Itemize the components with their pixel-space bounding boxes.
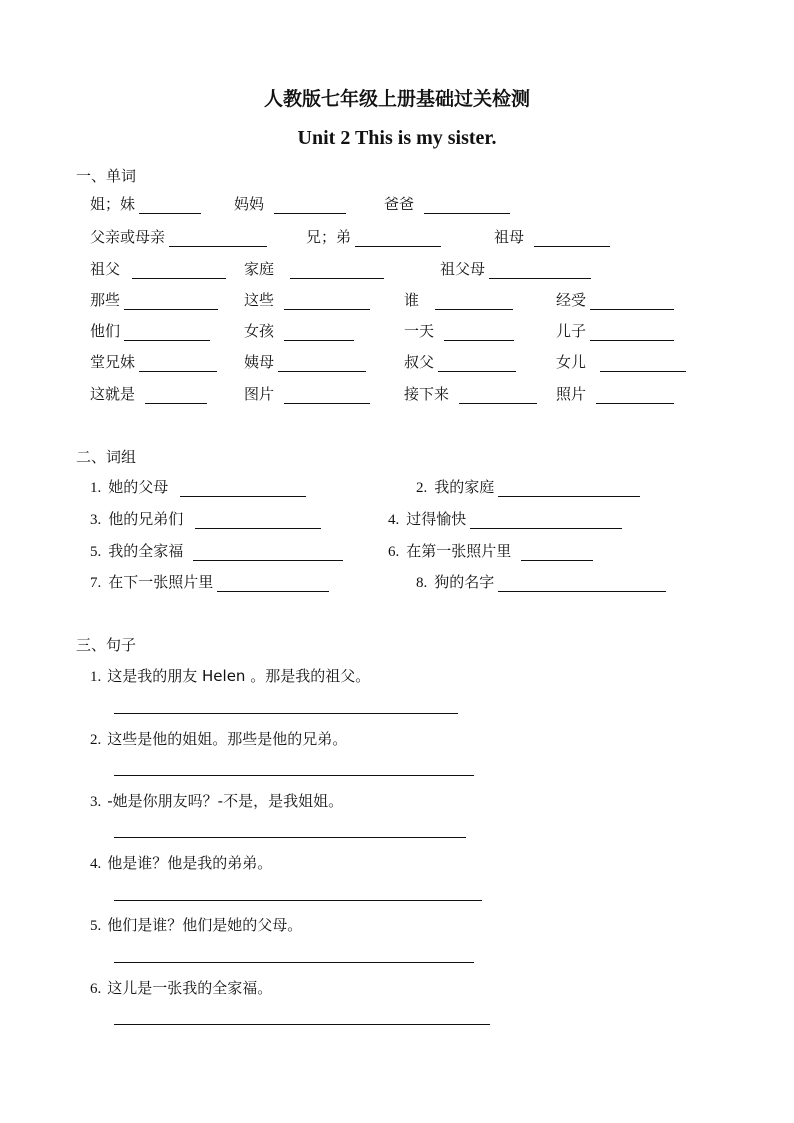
phrase-item[interactable] bbox=[388, 541, 593, 561]
word-label: 接下来 bbox=[404, 385, 450, 403]
sentence-label: 这是我的朋友 Helen 。那是我的祖父。 bbox=[107, 667, 371, 685]
answer-blank[interactable] bbox=[169, 230, 267, 247]
answer-blank[interactable] bbox=[534, 230, 610, 247]
word-item[interactable] bbox=[384, 194, 510, 214]
sentence-prompt bbox=[90, 852, 272, 873]
phrase-label: 我的家庭 bbox=[434, 478, 495, 496]
answer-blank[interactable] bbox=[355, 230, 441, 247]
answer-line[interactable] bbox=[114, 1024, 490, 1025]
item-number: 5. bbox=[90, 544, 102, 560]
item-number: 4. bbox=[90, 856, 102, 872]
word-item[interactable] bbox=[494, 227, 610, 247]
sentence-label: 这儿是一张我的全家福。 bbox=[107, 979, 273, 997]
phrase-item[interactable] bbox=[90, 477, 306, 497]
answer-line[interactable] bbox=[114, 962, 474, 963]
answer-blank[interactable] bbox=[180, 480, 306, 497]
answer-blank[interactable] bbox=[290, 262, 384, 279]
answer-blank[interactable] bbox=[498, 575, 666, 592]
item-number: 3. bbox=[90, 512, 102, 528]
answer-blank[interactable] bbox=[278, 355, 366, 372]
answer-blank[interactable] bbox=[274, 197, 346, 214]
sentence-label: -她是你朋友吗？-不是，是我姐姐。 bbox=[107, 792, 344, 810]
sentence-prompt bbox=[90, 665, 370, 686]
item-number: 1. bbox=[90, 669, 102, 685]
word-label: 爸爸 bbox=[384, 195, 415, 213]
answer-blank[interactable] bbox=[139, 197, 201, 214]
answer-blank[interactable] bbox=[193, 544, 343, 561]
word-label: 谁 bbox=[404, 291, 420, 309]
answer-blank[interactable] bbox=[124, 324, 210, 341]
answer-blank[interactable] bbox=[459, 387, 537, 404]
item-number: 1. bbox=[90, 480, 102, 496]
word-item[interactable] bbox=[234, 194, 346, 214]
answer-line[interactable] bbox=[114, 900, 482, 901]
answer-blank[interactable] bbox=[438, 355, 516, 372]
word-label: 这些 bbox=[244, 291, 275, 309]
word-label: 祖父母 bbox=[440, 260, 486, 278]
item-number: 2. bbox=[416, 480, 428, 496]
unit-subtitle: Unit 2 This is my sister. bbox=[297, 127, 497, 149]
item-number: 7. bbox=[90, 575, 102, 591]
word-item[interactable] bbox=[556, 290, 674, 310]
word-item[interactable] bbox=[404, 384, 537, 404]
phrase-label: 她的父母 bbox=[108, 478, 169, 496]
answer-line[interactable] bbox=[114, 713, 458, 714]
word-item[interactable] bbox=[556, 384, 674, 404]
phrase-label: 在下一张照片里 bbox=[108, 573, 214, 591]
word-label: 那些 bbox=[90, 291, 121, 309]
answer-blank[interactable] bbox=[217, 575, 329, 592]
word-label: 兄；弟 bbox=[306, 228, 352, 246]
answer-blank[interactable] bbox=[284, 324, 354, 341]
word-item[interactable] bbox=[90, 290, 218, 310]
word-item[interactable] bbox=[90, 321, 210, 341]
sentence-label: 他是谁？他是我的弟弟。 bbox=[107, 854, 273, 872]
phrase-item[interactable] bbox=[416, 572, 666, 592]
word-item[interactable] bbox=[306, 227, 441, 247]
word-label: 姐；妹 bbox=[90, 195, 136, 213]
word-label: 这就是 bbox=[90, 385, 136, 403]
answer-blank[interactable] bbox=[470, 512, 622, 529]
sentence-label: 这些是他的姐姐。那些是他的兄弟。 bbox=[107, 730, 348, 748]
word-label: 祖母 bbox=[494, 228, 525, 246]
word-item[interactable] bbox=[90, 352, 217, 372]
phrase-item[interactable] bbox=[388, 509, 622, 529]
section-heading-phrases: 二、词组 bbox=[76, 448, 137, 466]
answer-blank[interactable] bbox=[132, 262, 226, 279]
word-item[interactable] bbox=[404, 290, 513, 310]
word-label: 祖父 bbox=[90, 260, 121, 278]
sentence-prompt bbox=[90, 728, 347, 749]
word-item[interactable] bbox=[244, 384, 370, 404]
phrase-label: 在第一张照片里 bbox=[406, 542, 512, 560]
word-label: 照片 bbox=[556, 385, 587, 403]
phrase-item[interactable] bbox=[90, 541, 343, 561]
item-number: 3. bbox=[90, 794, 102, 810]
phrase-item[interactable] bbox=[416, 477, 640, 497]
answer-blank[interactable] bbox=[590, 324, 674, 341]
item-number: 4. bbox=[388, 512, 400, 528]
word-label: 姨母 bbox=[244, 353, 275, 371]
word-label: 妈妈 bbox=[234, 195, 265, 213]
word-item[interactable] bbox=[404, 321, 514, 341]
answer-blank[interactable] bbox=[596, 387, 674, 404]
word-label: 叔父 bbox=[404, 353, 435, 371]
item-number: 6. bbox=[388, 544, 400, 560]
word-item[interactable] bbox=[244, 321, 354, 341]
answer-line[interactable] bbox=[114, 837, 466, 838]
word-item[interactable] bbox=[556, 321, 674, 341]
word-label: 堂兄妹 bbox=[90, 353, 136, 371]
answer-blank[interactable] bbox=[284, 293, 370, 310]
word-item[interactable] bbox=[90, 384, 207, 404]
answer-blank[interactable] bbox=[195, 512, 321, 529]
word-item[interactable] bbox=[244, 290, 370, 310]
word-item[interactable] bbox=[556, 352, 686, 372]
sentence-prompt bbox=[90, 790, 343, 811]
sentence-prompt bbox=[90, 977, 272, 998]
answer-blank[interactable] bbox=[444, 324, 514, 341]
sentence-label: 他们是谁？他们是她的父母。 bbox=[107, 916, 303, 934]
phrase-label: 他的兄弟们 bbox=[108, 510, 184, 528]
word-label: 女孩 bbox=[244, 322, 275, 340]
answer-blank[interactable] bbox=[489, 262, 591, 279]
answer-blank[interactable] bbox=[139, 355, 217, 372]
word-label: 父亲或母亲 bbox=[90, 228, 166, 246]
word-label: 女儿 bbox=[556, 353, 587, 371]
word-item[interactable] bbox=[90, 259, 226, 279]
item-number: 8. bbox=[416, 575, 428, 591]
word-label: 经受 bbox=[556, 291, 587, 309]
phrase-label: 过得愉快 bbox=[406, 510, 467, 528]
answer-blank[interactable] bbox=[424, 197, 510, 214]
answer-blank[interactable] bbox=[590, 293, 674, 310]
word-item[interactable] bbox=[90, 194, 201, 214]
word-label: 儿子 bbox=[556, 322, 587, 340]
phrase-item[interactable] bbox=[90, 572, 329, 592]
sentence-prompt bbox=[90, 914, 302, 935]
word-item[interactable] bbox=[90, 227, 267, 247]
word-item[interactable] bbox=[244, 259, 384, 279]
word-item[interactable] bbox=[244, 352, 366, 372]
phrase-label: 狗的名字 bbox=[434, 573, 495, 591]
answer-line[interactable] bbox=[114, 775, 474, 776]
answer-blank[interactable] bbox=[435, 293, 513, 310]
word-label: 一天 bbox=[404, 322, 435, 340]
answer-blank[interactable] bbox=[498, 480, 640, 497]
section-heading-words: 一、单词 bbox=[76, 167, 137, 185]
word-label: 家庭 bbox=[244, 260, 275, 278]
word-label: 他们 bbox=[90, 322, 121, 340]
answer-blank[interactable] bbox=[600, 355, 686, 372]
answer-blank[interactable] bbox=[124, 293, 218, 310]
section-heading-sentences: 三、句子 bbox=[76, 636, 137, 654]
item-number: 2. bbox=[90, 732, 102, 748]
answer-blank[interactable] bbox=[521, 544, 593, 561]
phrase-item[interactable] bbox=[90, 509, 321, 529]
word-item[interactable] bbox=[404, 352, 516, 372]
item-number: 6. bbox=[90, 981, 102, 997]
answer-blank[interactable] bbox=[145, 387, 207, 404]
phrase-label: 我的全家福 bbox=[108, 542, 184, 560]
word-item[interactable] bbox=[440, 259, 591, 279]
word-label: 图片 bbox=[244, 385, 275, 403]
item-number: 5. bbox=[90, 918, 102, 934]
page-title: 人教版七年级上册基础过关检测 bbox=[263, 88, 530, 110]
answer-blank[interactable] bbox=[284, 387, 370, 404]
